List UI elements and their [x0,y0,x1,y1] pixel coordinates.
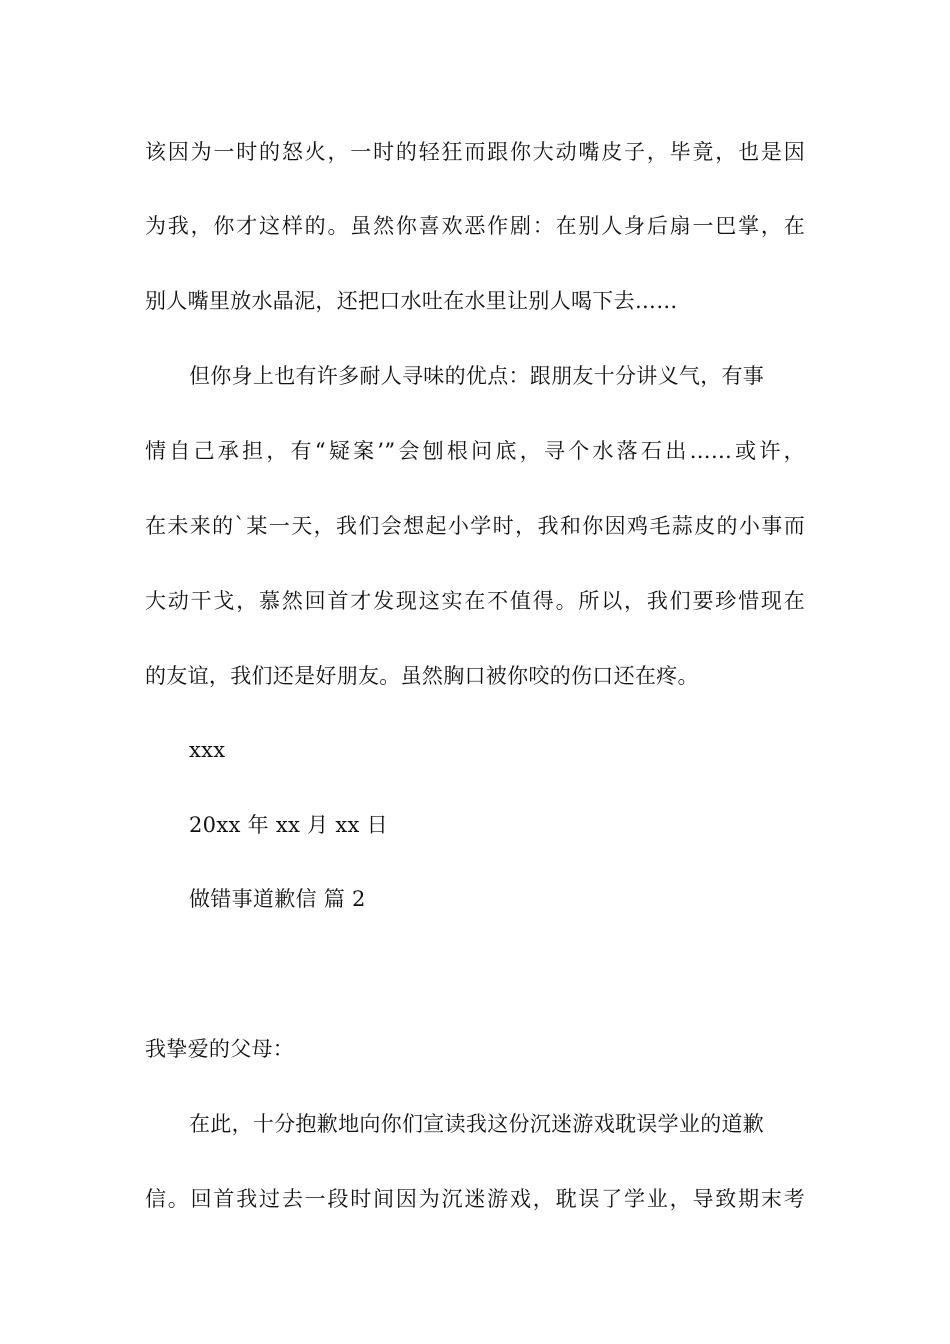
signature-name: xxx [189,738,226,762]
paragraph-line: 别人嘴里放水晶泥，还把口水吐在水里让别人喝下去…… [145,289,678,313]
signature-date: 20xx 年 xx 月 xx 日 [189,813,388,837]
salutation: 我挚爱的父母： [145,1037,295,1061]
section-title: 做错事道歉信 篇 2 [189,887,366,911]
paragraph-line: 的友谊，我们还是好朋友。虽然胸口被你咬的伤口还在疼。 [145,664,699,688]
paragraph-line: 但你身上也有许多耐人寻味的优点：跟朋友十分讲义气，有事 [189,364,765,388]
paragraph-line: 在未来的`某一天，我们会想起小学时，我和你因鸡毛蒜皮的小事而 [145,514,805,538]
paragraph-line: 为我，你才这样的。虽然你喜欢恶作剧：在别人身后扇一巴掌，在 [145,214,805,238]
paragraph-line: 在此，十分抱歉地向你们宣读我这份沉迷游戏耽误学业的道歉 [189,1112,765,1136]
paragraph-line: 大动干戈，慕然回首才发现这实在不值得。所以，我们要珍惜现在 [145,589,805,613]
paragraph-line: 该因为一时的怒火，一时的轻狂而跟你大动嘴皮子，毕竟，也是因 [145,140,805,164]
paragraph-line: 信。回首我过去一段时间因为沉迷游戏，耽误了学业，导致期末考 [145,1187,805,1211]
paragraph-line: 情自己承担，有“疑案’”会刨根问底，寻个水落石出……或许， [145,439,805,463]
